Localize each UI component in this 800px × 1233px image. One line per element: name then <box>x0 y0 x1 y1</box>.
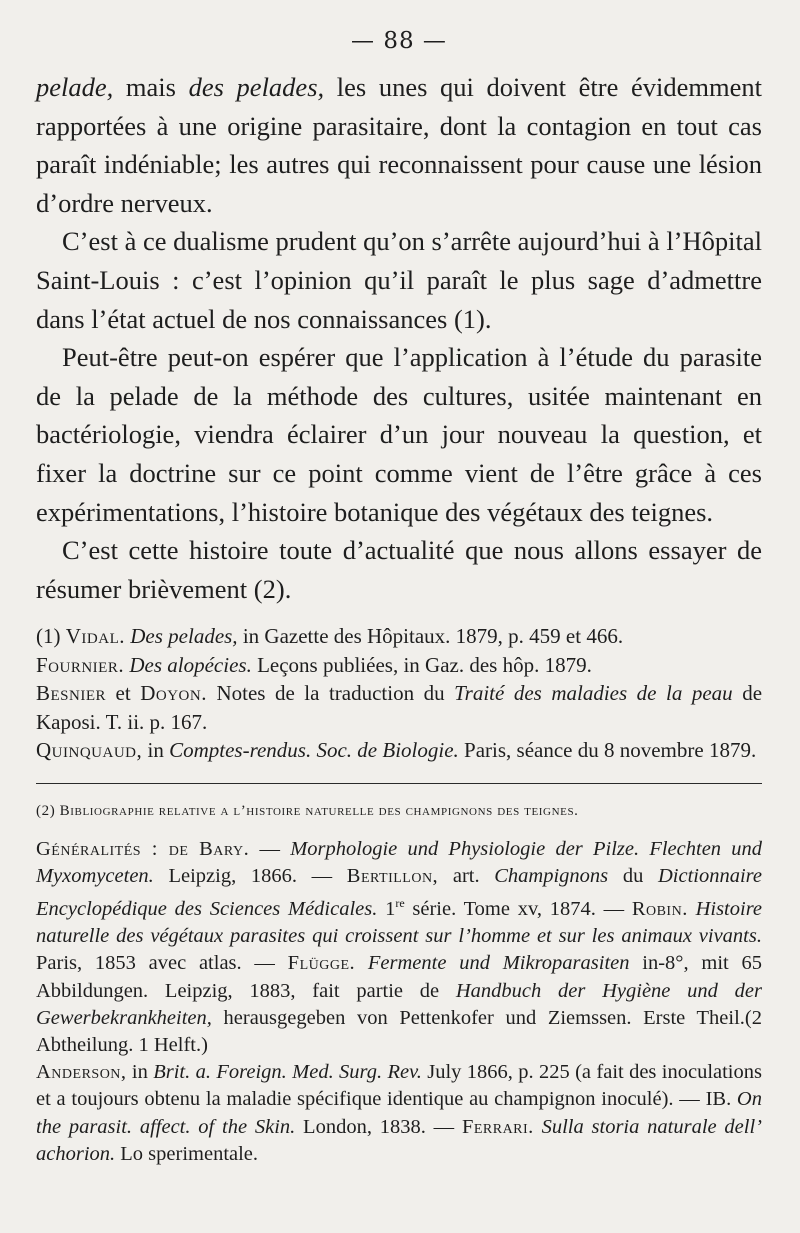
footnote-3-title: Traité des maladies de la peau <box>454 681 733 706</box>
footnote-1 <box>36 622 762 651</box>
paragraph-2: C’est à ce dualisme prudent qu’on s’arrête aujourd’hui à l’Hôpital Saint-Louis : c’est l’opinion qu’il paraît le plus sage d’admettre dans l’état actuel de nos connaissances (1). <box>36 226 762 334</box>
biblio-title-achorion: Sulla storia naturale dell’ achorion. <box>36 1115 762 1165</box>
biblio-text-d: 1 <box>377 898 396 921</box>
bibliography-anderson <box>36 1059 762 1168</box>
page-number: — 88 — <box>351 28 447 54</box>
footnote-3-author: Besnier <box>36 681 107 706</box>
footnote-2-author: Fournier. <box>36 652 125 677</box>
bibliography-generalites <box>36 836 762 1059</box>
footnote-2-title: Des alopécies. <box>129 652 252 677</box>
footnote-4-rest: Paris, séance du 8 novembre 1879. <box>458 738 757 763</box>
biblio-title-brit-foreign: Brit. a. Foreign. Med. Surg. Rev. <box>153 1061 422 1084</box>
paragraph-1 <box>36 68 762 222</box>
biblio-text-c: du <box>608 865 658 888</box>
footnote-4-title: Comptes-rendus. Soc. de Biologie. <box>169 738 459 763</box>
biblio-text-b: art. <box>438 865 495 888</box>
footnote-3-author-2: Doyon. <box>140 681 207 706</box>
biblio-author-bertillon: Bertillon, <box>346 865 439 888</box>
footnote-1-rest: in Gazette des Hôpitaux. 1879, p. 459 et 466. <box>237 624 624 649</box>
generalites-label: Généralités : <box>36 837 169 860</box>
biblio-dash: — <box>249 837 291 860</box>
footnote-3 <box>36 679 762 736</box>
biblio-title-histoire: Histoire naturelle des végétaux parasites qui croissent sur l’homme et sur les animaux vivants. <box>36 898 763 948</box>
footnote-1-title: Des pelades, <box>130 624 238 649</box>
biblio-author-flugge: Flügge. <box>287 952 356 975</box>
biblio-author-robin: Robin. <box>631 898 688 921</box>
main-text <box>36 68 762 608</box>
paragraph-1-text-b: les unes qui doivent être évidemment rapportées à une origine parasitaire, dont la contagion en tout cas paraît indéniable; les autres qui reconnaissent pour cause une lésion d’ordre nerveux. <box>36 72 763 218</box>
biblio-author-ferrari: Ferrari. <box>461 1115 534 1138</box>
paragraph-1-italic-b: des pelades, <box>188 72 325 102</box>
footnote-4-author: Quinquaud, <box>36 738 143 763</box>
paragraph-3: Peut-être peut-on espérer que l’application à l’étude du parasite de la pelade de la méthode des cultures, usitée maintenant en bactériologie, viendra éclairer d’un jour nouveau la question, et fixer la doctrine sur ce point comme vient de l’être grâce à ces expérimentations, l’histoire botanique des végétaux des teignes. <box>36 342 762 527</box>
footnote-3-and: et <box>106 681 141 706</box>
biblio-text-g: in-8°, mit 65 Abbildungen. Leipzig, 1883, fait partie de <box>36 952 762 1002</box>
footnote-2 <box>36 651 762 680</box>
bibliography-heading: (2) Bibliographie relative a l’histoire naturelle des champignons des teignes. <box>36 802 579 819</box>
biblio-superscript: re <box>395 896 405 911</box>
footnote-4-in: in <box>142 738 170 763</box>
footnote-2-rest: Leçons publiées, in Gaz. des hôp. 1879. <box>251 652 592 677</box>
biblio-text-i: in <box>126 1061 154 1084</box>
biblio-text-k: London, 1838. — <box>295 1115 462 1138</box>
footnote-4 <box>36 736 762 765</box>
biblio-title-morphologie: Morphologie und Physiologie der Pilze. Flechten und Myxomyceten. <box>36 837 763 888</box>
biblio-author-debary: de Bary. <box>168 837 250 860</box>
paragraph-1-text-a: mais <box>113 72 189 102</box>
biblio-text-j: July 1866, p. 225 (a fait des inoculations et a toujours obtenu la maladie spécifique identique au champignon inoculé). — <box>36 1061 762 1111</box>
biblio-text-l: Lo sperimentale. <box>115 1142 259 1165</box>
paragraph-1-italic-a: pelade, <box>36 72 114 102</box>
page-content <box>36 28 762 1168</box>
footnote-1-marker: (1) <box>36 624 66 649</box>
biblio-text-e: série. Tome xv, 1874. — <box>404 898 632 921</box>
biblio-title-dictionnaire: Dictionnaire Encyclopédique des Sciences Médicales. <box>36 865 762 921</box>
footnote-3-rest-b: de Kaposi. T. ii. p. 167. <box>36 681 763 734</box>
paragraph-4: C’est cette histoire toute d’actualité que nous allons essayer de résumer brièvement (2). <box>36 535 762 604</box>
biblio-author-anderson: Anderson, <box>36 1061 127 1084</box>
biblio-title-champignons: Champignons <box>494 865 609 888</box>
biblio-title-fermente: Fermente und Mikroparasiten <box>355 952 630 975</box>
divider-rule <box>36 783 762 784</box>
footnote-1-author: Vidal. <box>65 624 125 649</box>
biblio-text-f: Paris, 1853 avec atlas. — <box>36 952 288 975</box>
biblio-ib: IB. <box>705 1088 732 1111</box>
biblio-text-a: Leipzig, 1866. — <box>153 865 347 888</box>
footnote-3-rest-a: Notes de la traduction du <box>206 681 455 706</box>
biblio-title-handbuch: Handbuch der Hygiène und der Gewerbekrankheiten, <box>36 979 762 1029</box>
biblio-title-parasit: On the parasit. affect. of the Skin. <box>36 1088 762 1138</box>
bibliography <box>36 800 762 1168</box>
footnotes <box>36 622 762 765</box>
biblio-text-h: herausgegeben von Pettenkofer und Ziemssen. Erste Theil.(2 Abtheilung. 1 Helft.) <box>36 1006 762 1057</box>
